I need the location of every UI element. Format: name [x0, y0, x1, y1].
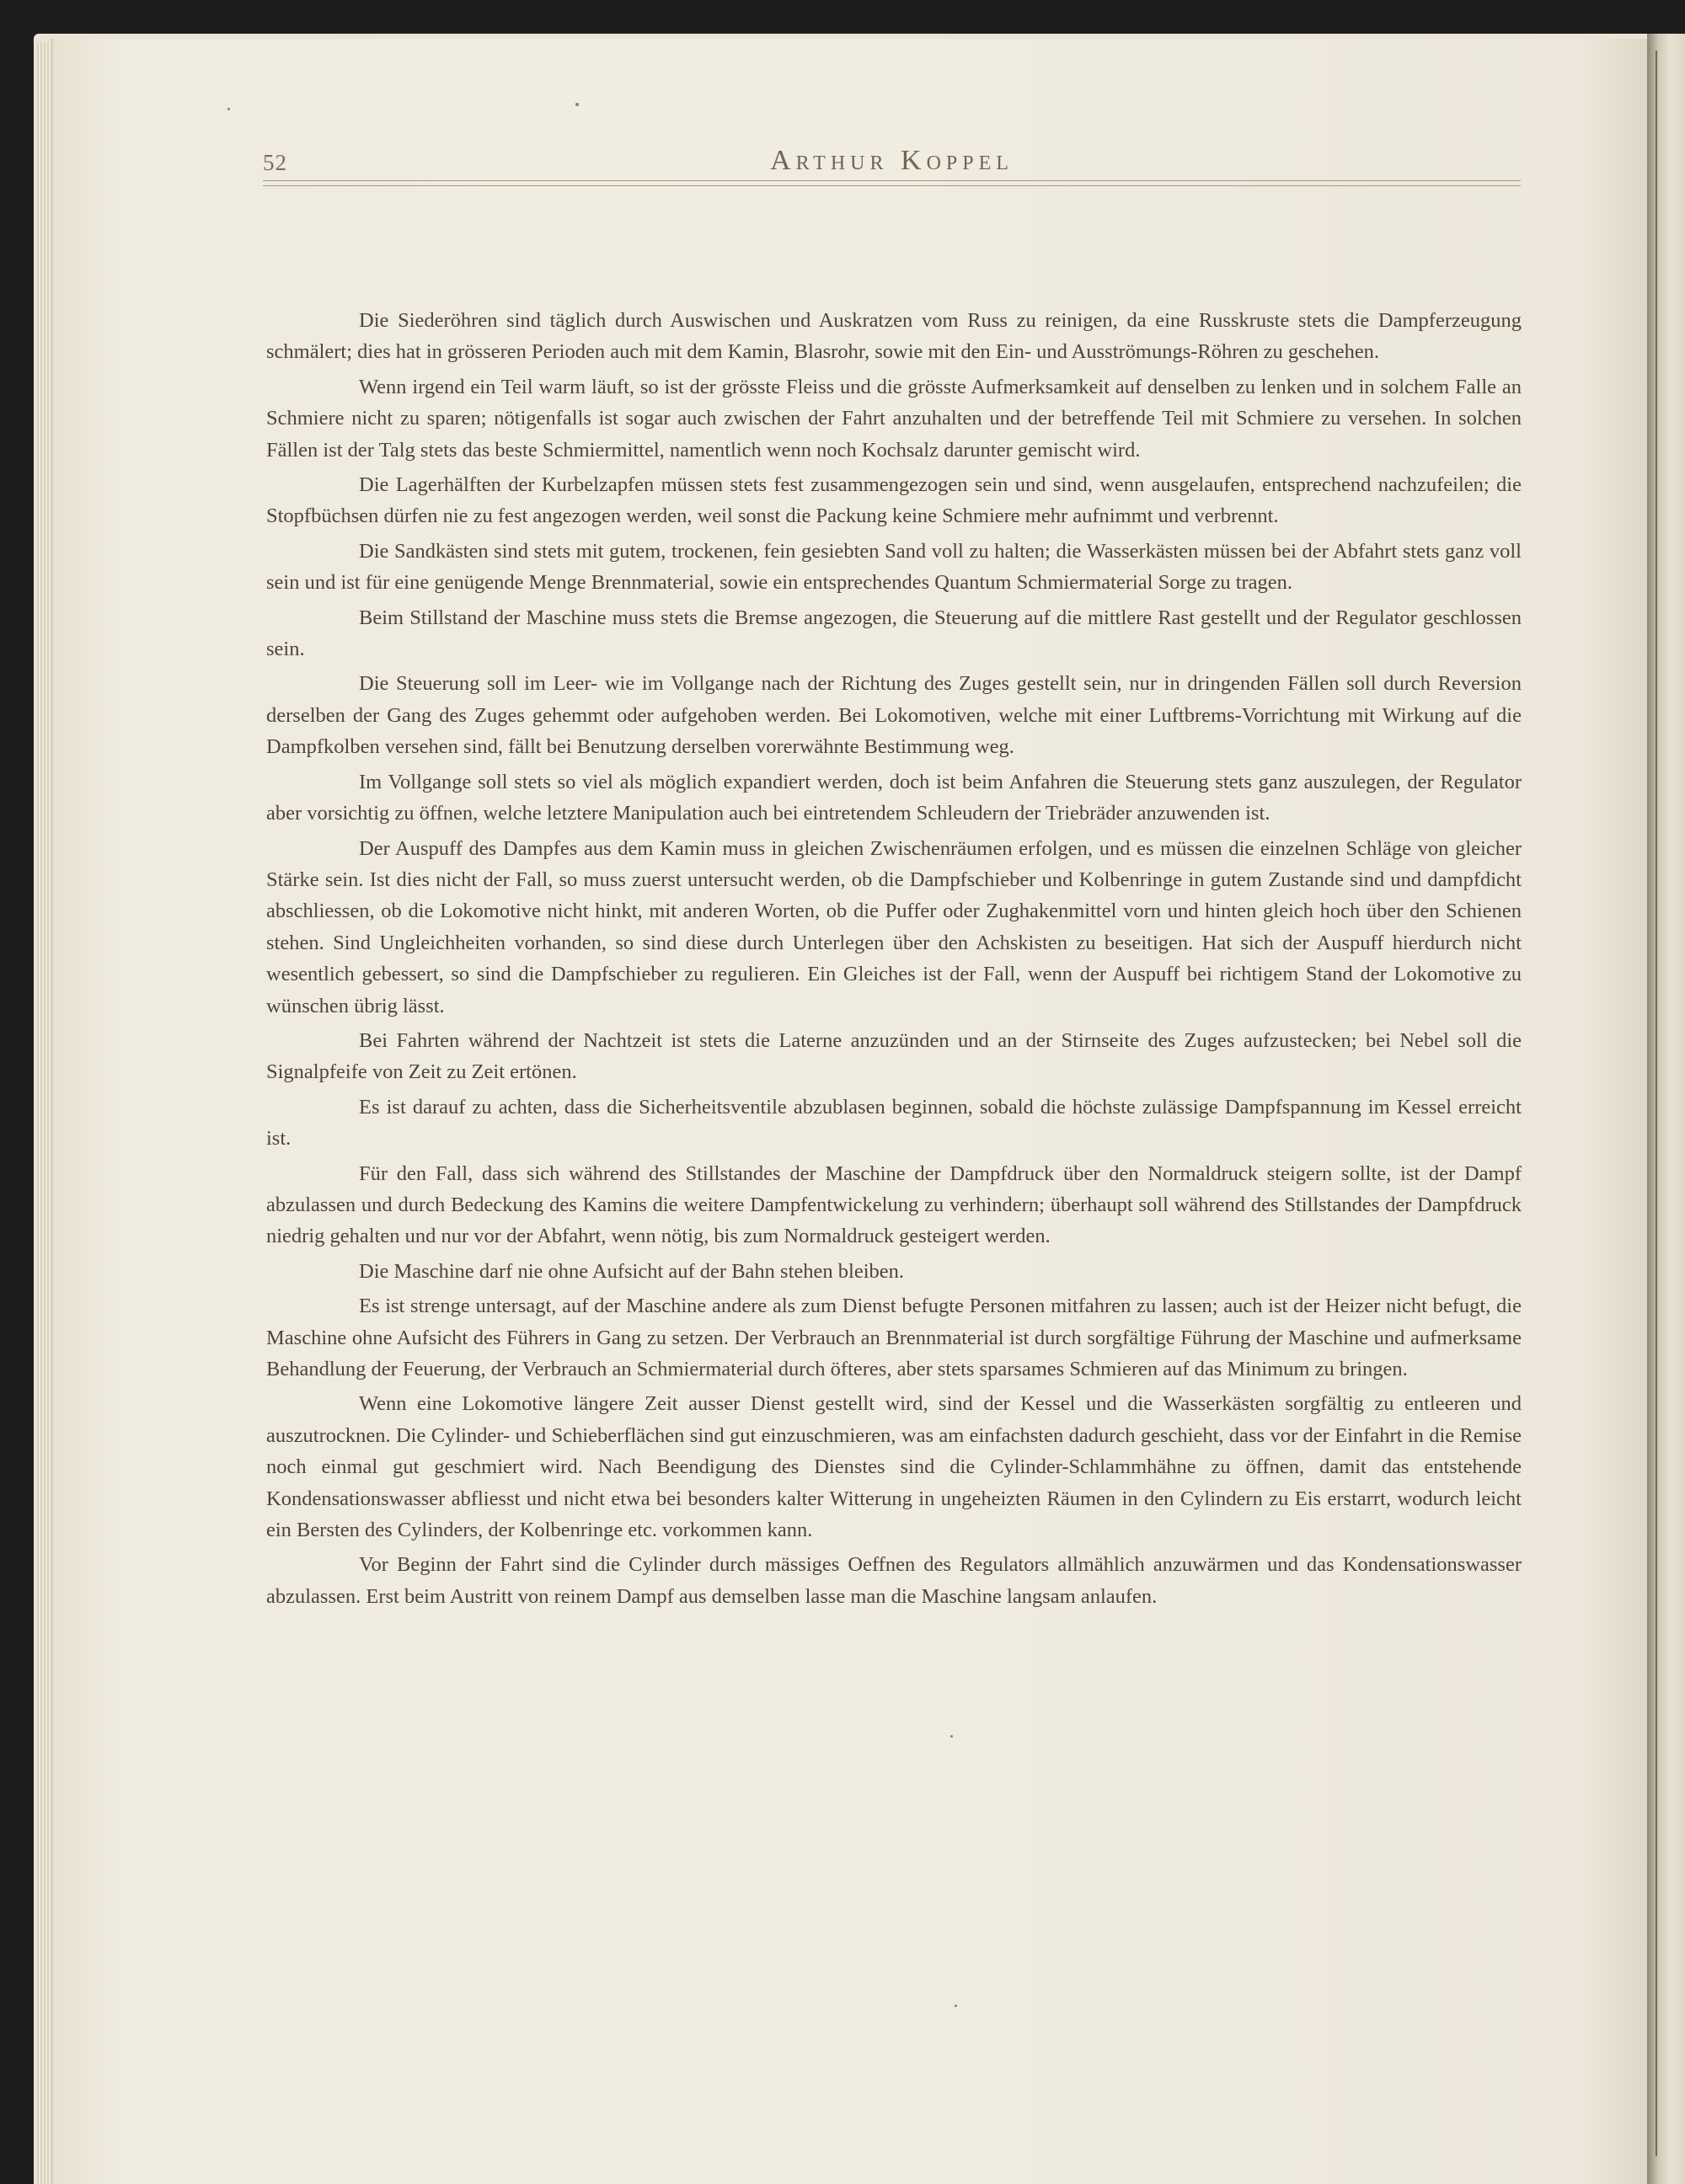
right-gutter: [1647, 34, 1685, 2184]
paragraph: Im Vollgange soll stets so viel als möglich expandiert werden, doch ist beim Anfahren die Steuerung stets ganz auszulegen, der Regulator aber vorsichtig zu öffnen, welche letztere Manipulation auch bei eintretendem Schleudern der Triebräder anzuwenden ist.: [266, 770, 1522, 825]
header-rule: [263, 180, 1521, 181]
paragraph: Die Siederöhren sind täglich durch Auswischen und Auskratzen vom Russ zu reinigen, da eine Russkruste stets die Dampferzeugung schmälert; dies hat in grösseren Perioden auch mit dem Kamin, Blasrohr, sowie mit den Ein- und Ausströmungs-Röhren zu geschehen.: [266, 309, 1522, 364]
running-head: Arthur Koppel: [770, 145, 1014, 176]
paragraph: Es ist strenge untersagt, auf der Maschine andere als zum Dienst befugte Personen mitfahren zu lassen; auch ist der Heizer nicht befugt, die Maschine ohne Aufsicht des Führers in Gang zu setzen. Der Verbrauch an Brennmaterial ist durch sorgfältige Führung der Maschine und aufmerksame Behandlung der Feuerung, der Verbrauch an Schmiermaterial durch öfteres, aber stets sparsames Schmieren auf das Minimum zu bringen.: [266, 1295, 1522, 1380]
paragraph: Die Steuerung soll im Leer- wie im Vollgange nach der Richtung des Zuges gestellt sein, nur in dringenden Fällen soll durch Reversion derselben der Gang des Zuges gehemmt oder aufgehoben werden. Bei Lokomotiven, welche mit einer Luftbrems-Vorrichtung mit Wirkung auf die Dampfkolben versehen sind, fällt bei Benutzung derselben vorerwähnte Bestimmung weg.: [266, 672, 1522, 759]
paper-speck: [575, 103, 579, 106]
gutter-line: [1656, 51, 1657, 2156]
paragraph: Vor Beginn der Fahrt sind die Cylinder durch mässiges Oeffnen des Regulators allmählich anzuwärmen und das Kondensationswasser abzulassen. Erst beim Austritt von reinem Dampf aus demselben lasse man die Maschine langsam anlaufen.: [266, 1553, 1522, 1608]
paper-speck: [227, 108, 230, 110]
page-header: [263, 142, 1521, 192]
header-rule-thin: [263, 185, 1521, 186]
paper-speck: [955, 2005, 957, 2007]
paragraph: Wenn eine Lokomotive längere Zeit ausser Dienst gestellt wird, sind der Kessel und die Wasserkästen sorgfältig zu entleeren und auszutrocknen. Die Cylinder- und Schieberflächen sind gut einzuschmieren, was am einfachsten dadurch geschieht, dass vor der Einfahrt in die Remise noch einmal gut geschmiert wird. Nach Beendigung des Dienstes sind die Cylinder-Schlammhähne zu öffnen, damit das entstehende Kondensationswasser abfliesst und nicht etwa bei besonders kalter Witterung in ungeheizten Räumen in den Cylindern zu Eis erstarrt, wodurch leicht ein Bersten des Cylinders, der Kolbenringe etc. vorkommen kann.: [266, 1392, 1522, 1542]
paragraph: Die Lagerhälften der Kurbelzapfen müssen stets fest zusammengezogen sein und sind, wenn ausgelaufen, entsprechend nachzufeilen; die Stopfbüchsen dürfen nie zu fest angezogen werden, weil sonst die Packung keine Schmiere mehr aufnimmt und verbrennt.: [266, 473, 1522, 528]
paragraph: Die Maschine darf nie ohne Aufsicht auf der Bahn stehen bleiben.: [359, 1259, 905, 1283]
page-number: 52: [263, 150, 287, 175]
paper-speck: [950, 1735, 953, 1738]
paragraph: Für den Fall, dass sich während des Stillstandes der Maschine der Dampfdruck über den Normaldruck steigern sollte, ist der Dampf abzulassen und durch Bedeckung des Kamins die weitere Dampfentwickelung zu verhindern; überhaupt soll während des Stillstandes der Dampfdruck niedrig gehalten und nur vor der Abfahrt, wenn nötig, bis zum Normaldruck gesteigert werden.: [266, 1161, 1522, 1248]
paragraph: Wenn irgend ein Teil warm läuft, so ist der grösste Fleiss und die grösste Aufmerksamkeit auf denselben zu lenken und in solchem Falle an Schmiere nicht zu sparen; nötigenfalls ist sogar auch zwischen der Fahrt anzuhalten und der betreffende Teil mit Schmiere zu versehen. In solchen Fällen ist der Talg stets das beste Schmiermittel, namentlich wenn noch Kochsalz darunter gemischt wird.: [266, 375, 1522, 462]
paragraph: Es ist darauf zu achten, dass die Sicherheitsventile abzublasen beginnen, sobald die höchste zulässige Dampfspannung im Kessel erreicht ist.: [266, 1095, 1522, 1151]
paragraph: Der Auspuff des Dampfes aus dem Kamin muss in gleichen Zwischenräumen erfolgen, und es müssen die einzelnen Schläge von gleicher Stärke sein. Ist dies nicht der Fall, so muss zuerst untersucht werden, ob die Dampfschieber und Kolbenringe in gutem Zustande sind und dampfdicht abschliessen, ob die Lokomotive nicht hinkt, mit anderen Worten, ob die Puffer oder Zughakenmittel vorn und hinten gleich hoch über den Schienen stehen. Sind Ungleichheiten vorhanden, so sind diese durch Unterlegen über den Achskisten zu beseitigen. Hat sich der Auspuff hierdurch nicht wesentlich gebessert, so sind die Dampfschieber zu regulieren. Ein Gleiches ist der Fall, wenn der Auspuff bei richtigem Stand der Lokomotive zu wünschen übrig lässt.: [266, 836, 1522, 1017]
paragraph: Beim Stillstand der Maschine muss stets die Bremse angezogen, die Steuerung auf die mittlere Rast gestellt und der Regulator geschlossen sein.: [266, 606, 1522, 661]
body-text: [266, 305, 1522, 1615]
paragraph: Bei Fahrten während der Nachtzeit ist stets die Laterne anzuzünden und an der Stirnseite des Zuges aufzustecken; bei Nebel soll die Signalpfeife von Zeit zu Zeit ertönen.: [266, 1028, 1522, 1084]
paragraph: Die Sandkästen sind stets mit gutem, trockenen, fein gesiebten Sand voll zu halten; die Wasserkästen müssen bei der Abfahrt stets ganz voll sein und ist für eine genügende Menge Brennmaterial, sowie ein entsprechendes Quantum Schmiermaterial Sorge zu tragen.: [266, 539, 1522, 595]
